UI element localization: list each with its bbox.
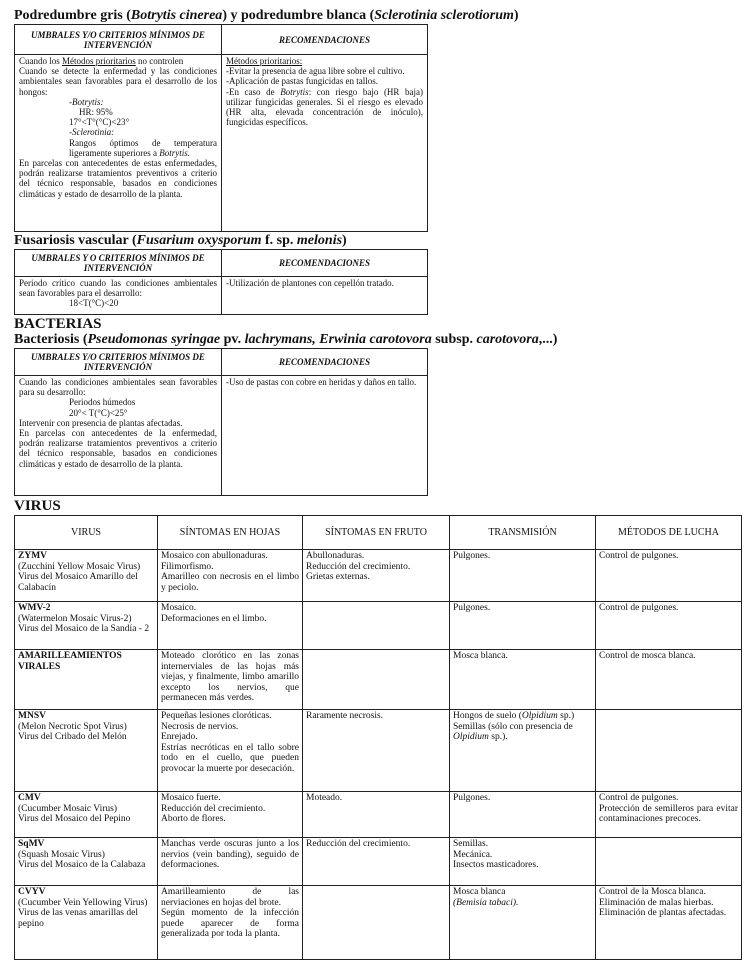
leaf-symptoms-cell: Manchas verde oscuras junto a los nervios (vein banding), seguido de deformaciones. xyxy=(158,838,303,886)
fruit-symptoms-cell: Abullonaduras. Reducción del crecimiento. Grietas externas. xyxy=(303,550,450,602)
botrytis-criteria: Cuando los Métodos prioritarios no controlen Cuando se detecte la enfermedad y las condiciones ambientales sean favorables para el desarrollo de los hongos: -Botrytis: HR: 95% 17°<T°(°C)<23° -Sclerotinia: Rangos óptimos de temperatura ligeramente superiores a Botrytis. En parcelas con antecedentes de estas enfermedades, podrán realizarse tratamientos preventivos a criterio del técnico responsable, basados en condiciones climáticas y estado de desarrollo de la planta. xyxy=(15,55,222,232)
control-methods-cell xyxy=(596,710,742,792)
transmission-cell: Mosca blanca (Bemisia tabaci). xyxy=(450,886,596,960)
virus-name-cell: CVYV (Cucumber Vein Yellowing Virus) Virus de las venas amarillas del pepino xyxy=(15,886,158,960)
fusariosis-table xyxy=(14,249,428,315)
leaf-symptoms-cell: Amarilleamiento de las nerviaciones en hojas del brote. Según momento de la infección puede aparecer de forma generalizada por toda la planta. xyxy=(158,886,303,960)
control-methods-cell: Control de mosca blanca. xyxy=(596,650,742,710)
control-methods-cell: Control de pulgones. xyxy=(596,550,742,602)
control-methods-cell: Control de pulgones. xyxy=(596,602,742,650)
virus-col-header: MÉTODOS DE LUCHA xyxy=(596,516,742,550)
transmission-cell: Hongos de suelo (Olpidium sp.) Semillas (sólo con presencia de Olpidium sp.). xyxy=(450,710,596,792)
virus-name-cell: AMARILLEAMIENTOS VIRALES xyxy=(15,650,158,710)
table-row xyxy=(15,838,742,886)
table-row xyxy=(15,650,742,710)
leaf-symptoms-cell: Mosaico con abullonaduras. Filimorfismo. Amarilleo con necrosis en el limbo y peciolo. xyxy=(158,550,303,602)
virus-name-cell: CMV (Cucumber Mosaic Virus) Virus del Mosaico del Pepino xyxy=(15,792,158,838)
control-methods-cell: Control de la Mosca blanca. Eliminación de malas hierbas. Eliminación de plantas afectadas. xyxy=(596,886,742,960)
leaf-symptoms-cell: Mosaico fuerte. Reducción del crecimiento. Aborto de flores. xyxy=(158,792,303,838)
virus-table xyxy=(14,515,742,960)
bacteriosis-criteria: Cuando las condiciones ambientales sean favorables para su desarrollo: Periodos húmedos 20°< T(°C)<25° Intervenir con presencia de plantas afectadas. En parcelas con antecedentes de la enfermedad, podrán realizarse tratamientos preventivos a criterio del técnico responsable, basados en condiciones climáticas y estado de desarrollo de la planta. xyxy=(15,376,222,496)
col-header-recomendaciones: RECOMENDACIONES xyxy=(222,250,428,277)
virus-name-cell: ZYMV (Zucchini Yellow Mosaic Virus) Virus del Mosaico Amarillo del Calabacín xyxy=(15,550,158,602)
col-header-recomendaciones: RECOMENDACIONES xyxy=(222,25,428,55)
transmission-cell: Semillas. Mecánica. Insectos masticadores. xyxy=(450,838,596,886)
transmission-cell: Mosca blanca. xyxy=(450,650,596,710)
table-row xyxy=(15,710,742,792)
bacteriosis-recommendations: -Uso de pastas con cobre en heridas y daños en tallo. xyxy=(222,376,428,496)
virus-name-cell: WMV-2 (Watermelon Mosaic Virus-2) Virus del Mosaico de la Sandía - 2 xyxy=(15,602,158,650)
botrytis-table xyxy=(14,24,428,232)
botrytis-recommendations: Métodos prioritarios: -Evitar la presencia de agua libre sobre el cultivo. -Aplicación de pastas fungicidas en tallos. -En caso de Botrytis: con riesgo bajo (HR baja) utilizar fungicidas generales. Si el riesgo es elevado (HR alta, elevada concentración de inóculo), fungicidas específicos. xyxy=(222,55,428,232)
fruit-symptoms-cell xyxy=(303,602,450,650)
transmission-cell: Pulgones. xyxy=(450,602,596,650)
table-row xyxy=(15,602,742,650)
bacterias-heading: BACTERIAS xyxy=(14,316,102,332)
col-header-umbrales: UMBRALES Y O CRITERIOS MÍNIMOS DE INTERVENCIÓN xyxy=(15,250,222,277)
virus-col-header: SÍNTOMAS EN FRUTO xyxy=(303,516,450,550)
fruit-symptoms-cell: Raramente necrosis. xyxy=(303,710,450,792)
col-header-umbrales: UMBRALES Y/O CRITERIOS MÍNIMOS DE INTERVENCIÓN xyxy=(15,25,222,55)
virus-name-cell: MNSV (Melon Necrotic Spot Virus) Virus del Cribado del Melón xyxy=(15,710,158,792)
bacteriosis-title: Bacteriosis (Pseudomonas syringae pv. lachrymans, Erwinia carotovora subsp. carotovora,...) xyxy=(14,332,558,347)
fusariosis-criteria: Periodo crítico cuando las condiciones ambientales sean favorables para el desarrollo: 18<T(°C)<20 xyxy=(15,277,222,315)
bacteriosis-table xyxy=(14,348,428,496)
botrytis-title: Podredumbre gris (Botrytis cinerea) y podredumbre blanca (Sclerotinia sclerotiorum) xyxy=(14,8,519,23)
col-header-recomendaciones: RECOMENDACIONES xyxy=(222,349,428,376)
fusariosis-title: Fusariosis vascular (Fusarium oxysporum f. sp. melonis) xyxy=(14,233,347,248)
transmission-cell: Pulgones. xyxy=(450,792,596,838)
leaf-symptoms-cell: Pequeñas lesiones cloróticas. Necrosis de nervios. Enrejado. Estrías necróticas en el tallo sobre todo en el cuello, que pueden provocar la muerte por desecación. xyxy=(158,710,303,792)
virus-col-header: VIRUS xyxy=(15,516,158,550)
fruit-symptoms-cell xyxy=(303,886,450,960)
fruit-symptoms-cell: Moteado. xyxy=(303,792,450,838)
virus-col-header: SÍNTOMAS EN HOJAS xyxy=(158,516,303,550)
table-row xyxy=(15,550,742,602)
virus-name-cell: SqMV (Squash Mosaic Virus) Virus del Mosaico de la Calabaza xyxy=(15,838,158,886)
table-row xyxy=(15,792,742,838)
transmission-cell: Pulgones. xyxy=(450,550,596,602)
fruit-symptoms-cell: Reducción del crecimiento. xyxy=(303,838,450,886)
fusariosis-recommendations: -Utilización de plantones con cepellón tratado. xyxy=(222,277,428,315)
virus-heading: VIRUS xyxy=(14,498,61,514)
control-methods-cell xyxy=(596,838,742,886)
leaf-symptoms-cell: Mosaico. Deformaciones en el limbo. xyxy=(158,602,303,650)
fruit-symptoms-cell xyxy=(303,650,450,710)
control-methods-cell: Control de pulgones. Protección de semilleros para evitar contaminaciones precoces. xyxy=(596,792,742,838)
virus-col-header: TRANSMISIÓN xyxy=(450,516,596,550)
leaf-symptoms-cell: Moteado clorótico en las zonas internerviales de las hojas más viejas, y finalmente, limbo amarillo excepto los nervios, que permanecen más verdes. xyxy=(158,650,303,710)
table-row xyxy=(15,886,742,960)
col-header-umbrales: UMBRALES Y/O CRITERIOS MÍNIMOS DE INTERVENCIÓN xyxy=(15,349,222,376)
